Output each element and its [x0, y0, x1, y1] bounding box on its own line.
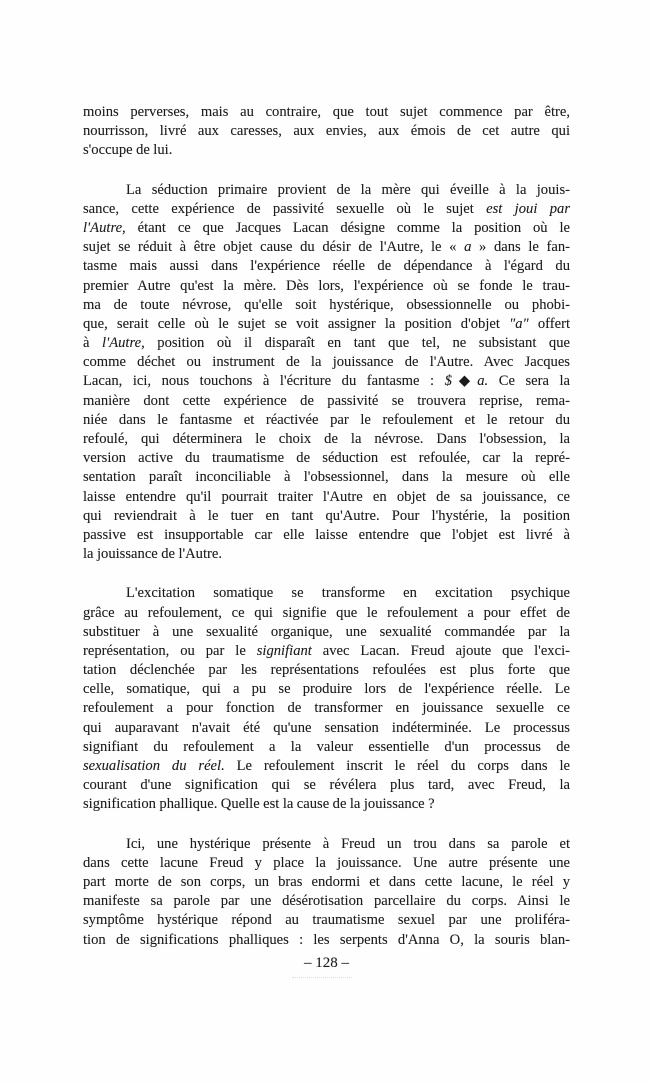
text-line: représentation, ou par le signifiant avec Lacan. Freud ajoute que l'exci-: [83, 642, 570, 659]
text-line: premier Autre qu'est la mère. Dès lors, l'expérience où se fonde le trau-: [83, 277, 570, 294]
text-line: L'excitation somatique se transforme en excitation psychique: [126, 585, 570, 602]
text-line: celle, somatique, qui a pu se produire lors de l'expérience réelle. Le: [83, 681, 570, 698]
scan-artifact: [292, 977, 352, 979]
text-line: Lacan, ici, nous touchons à l'écriture du fantasme : $◆a. Ce sera la: [83, 373, 570, 390]
text-line: manifeste sa parole par une désérotisation parcellaire du corps. Ainsi le: [83, 893, 570, 910]
text-line: symptôme hystérique répond au traumatisme sexuel par une proliféra-: [83, 912, 570, 929]
text-line: l'Autre, étant ce que Jacques Lacan désigne comme la position où le: [83, 219, 570, 236]
text-line: tasme mais aussi dans l'expérience réelle de dépendance à l'égard du: [83, 258, 570, 275]
text-line: refoulé, qui déterminera le choix de la névrose. Dans l'obsession, la: [83, 431, 570, 447]
text-line: que, serait celle où le sujet se voit assigner la position d'objet "a" offert: [83, 315, 570, 332]
paragraph: [83, 103, 570, 161]
text-line: La séduction primaire provient de la mère qui éveille à la jouis-: [126, 181, 570, 198]
text-line: sujet se réduit à être objet cause du désir de l'Autre, le « a » dans le fan-: [83, 239, 570, 256]
text-line: comme déchet ou instrument de la jouissance de l'Autre. Avec Jacques: [83, 354, 570, 371]
text-line: la jouissance de l'Autre.: [83, 546, 223, 563]
page-footer: [83, 954, 570, 973]
page-number: – 128 –: [304, 955, 349, 971]
text-line: refoulement a pour fonction de transformer en jouissance sexuelle ce: [83, 700, 570, 717]
text-line: à l'Autre, position où il disparaît en tant que tel, ne subsistant que: [83, 335, 570, 352]
text-line: passive est insupportable car elle laisse entendre que l'objet est livré à: [83, 526, 570, 543]
text-line: sexualisation du réel. Le refoulement inscrit le réel du corps dans le: [83, 758, 570, 774]
text-line: tion de significations phalliques : les serpents d'Anna O, la souris blan-: [83, 931, 570, 948]
text-line: moins perverses, mais au contraire, que tout sujet commence par être,: [83, 104, 570, 120]
text-line: sance, cette expérience de passivité sexuelle où le sujet est joui par: [83, 200, 570, 217]
text-line: sentation paraît inconciliable à l'obsessionnel, dans la mesure où elle: [83, 469, 570, 486]
text-line: qui reviendrait à le tuer en tant qu'Autre. Pour l'hystérie, la position: [83, 507, 570, 524]
text-line: laisse entendre qu'il pourrait traiter l'Autre en objet de sa jouissance, ce: [83, 488, 570, 505]
text-line: signifiant du refoulement a la valeur essentielle d'un processus de: [83, 738, 570, 755]
text-line: grâce au refoulement, ce qui signifie que le refoulement a pour effet de: [83, 604, 570, 621]
paragraph: [83, 584, 570, 814]
text-line: niée dans le fantasme et réactivée par le refoulement et le retour du: [83, 411, 570, 428]
text-line: nourrisson, livré aux caresses, aux envies, aux émois de cet autre qui: [83, 123, 570, 140]
text-line: ma de toute névrose, qu'elle soit hystérique, obsessionnelle ou phobi-: [83, 296, 570, 313]
paragraph: [83, 835, 570, 950]
text-line: s'occupe de lui.: [83, 142, 173, 159]
text-line: signification phallique. Quelle est la cause de la jouissance ?: [83, 796, 435, 813]
text-line: dans cette lacune Freud y place la jouissance. Une autre présente une: [83, 854, 570, 871]
text-line: tation déclenchée par les représentations refoulées est plus forte que: [83, 662, 570, 679]
text-line: manière dont cette expérience de passivité se trouvera reprise, rema-: [83, 392, 570, 409]
text-line: substituer à une sexualité organique, une sexualité commandée par la: [83, 623, 570, 640]
text-line: qui auparavant n'avait été qu'une sensation indéterminée. Le processus: [83, 719, 570, 736]
text-block: [83, 103, 570, 950]
text-line: version active du traumatisme de séduction est refoulée, car la repré-: [83, 450, 570, 467]
paragraph: [83, 181, 570, 565]
text-line: part morte de son corps, un bras endormi et dans cette lacune, le réel y: [83, 873, 570, 890]
text-line: courant d'une signification qui se révélera plus tard, avec Freud, la: [83, 777, 570, 794]
text-line: Ici, une hystérique présente à Freud un trou dans sa parole et: [126, 835, 570, 852]
